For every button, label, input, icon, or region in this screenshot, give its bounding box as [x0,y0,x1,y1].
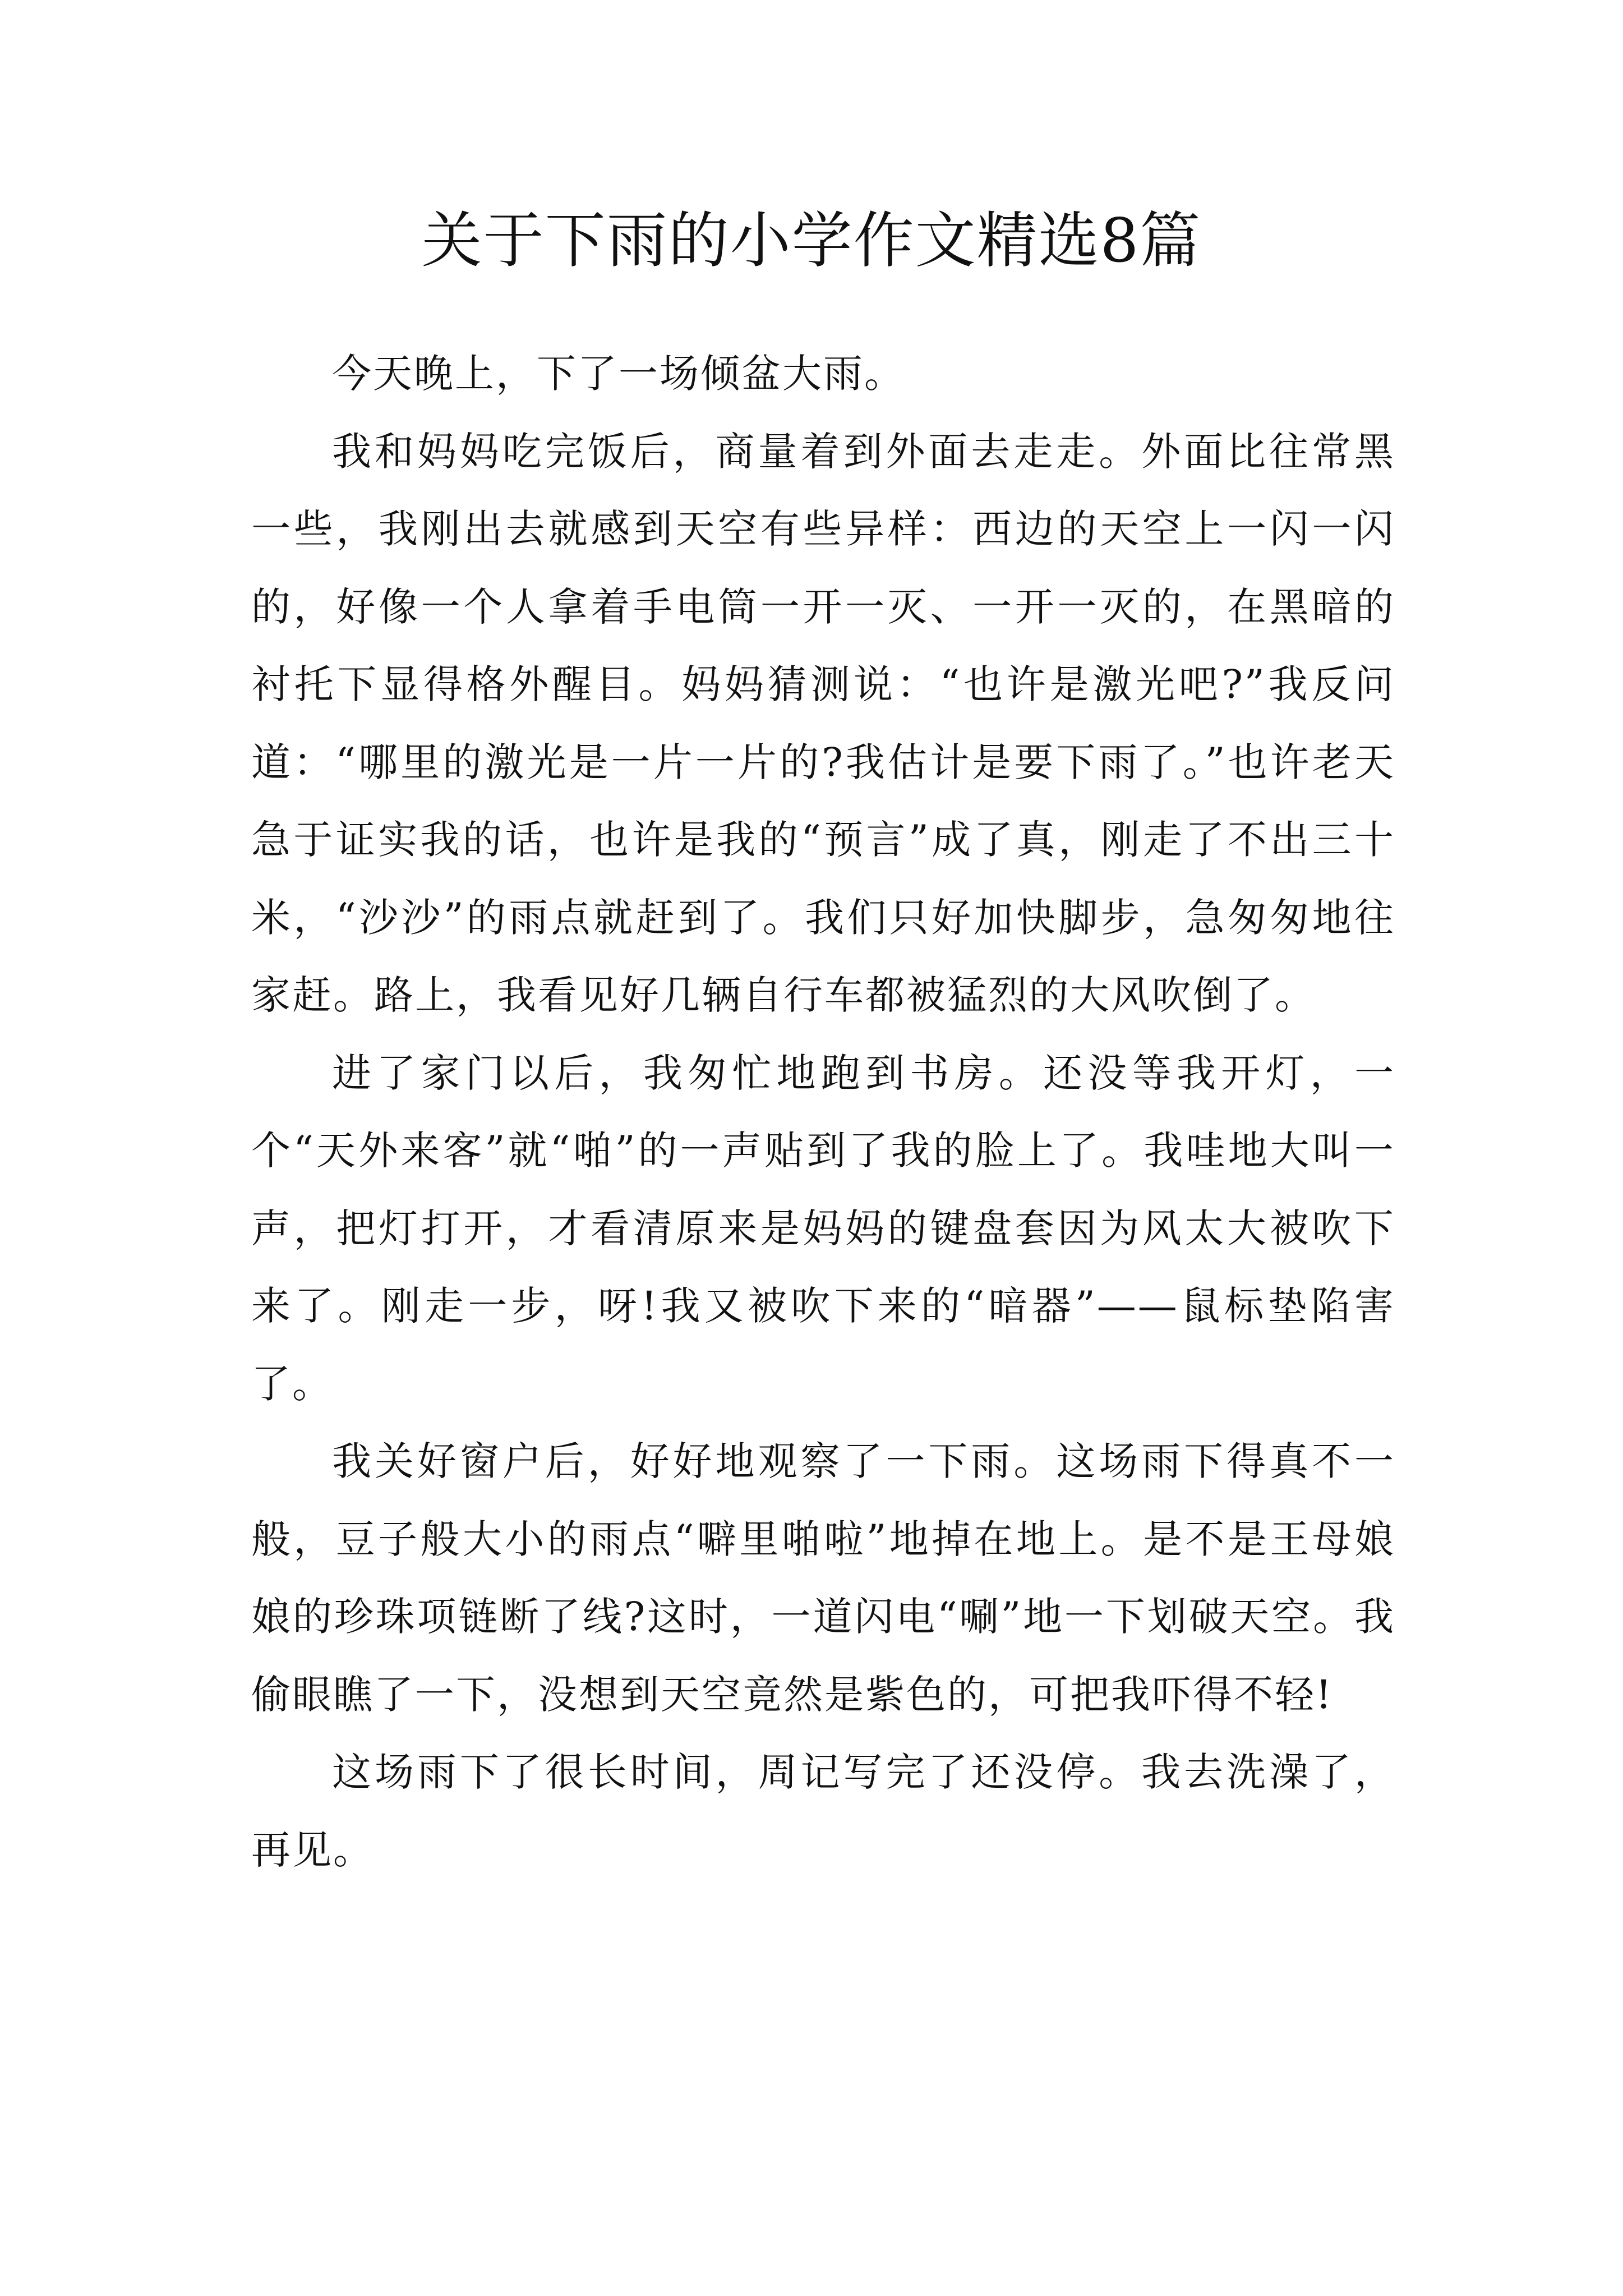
paragraph-3: 进了家门以后，我匆忙地跑到书房。还没等我开灯，一个“天外来客”就“啪”的一声贴到了我的脸上了。我哇地大叫一声，把灯打开，才看清原来是妈妈的键盘套因为风太大被吹下来了。刚走一步，呀!我又被吹下来的“暗器”——鼠标垫陷害了。 [251,1050,1395,1407]
paragraph-5: 这场雨下了很长时间，周记写完了还没停。我去洗澡了，再见。 [251,1749,1395,1873]
paragraph-2: 我和妈妈吃完饭后，商量着到外面去走走。外面比往常黑一些，我刚出去就感到天空有些异样：西边的天空上一闪一闪的，好像一个人拿着手电筒一开一灭、一开一灭的，在黑暗的衬托下显得格外醒目。妈妈猜测说：“也许是激光吧?”我反问道：“哪里的激光是一片一片的?我估计是要下雨了。”也许老天急于证实我的话，也许是我的“预言”成了真，刚走了不出三十米，“沙沙”的雨点就赶到了。我们只好加快脚步，急匆匆地往家赶。路上，我看见好几辆自行车都被猛烈的大风吹倒了。 [251,428,1395,1018]
document-title: 关于下雨的小学作文精选8篇 [421,206,1202,276]
paragraph-1: 今天晚上，下了一场倾盆大雨。 [332,351,905,397]
paragraph-4: 我关好窗户后，好好地观察了一下雨。这场雨下得真不一般，豆子般大小的雨点“噼里啪啦”地掉在地上。是不是王母娘娘的珍珠项链断了线?这时，一道闪电“唰”地一下划破天空。我偷眼瞧了一下，没想到天空竟然是紫色的，可把我吓得不轻! [251,1438,1395,1718]
document-body [251,335,1395,1889]
